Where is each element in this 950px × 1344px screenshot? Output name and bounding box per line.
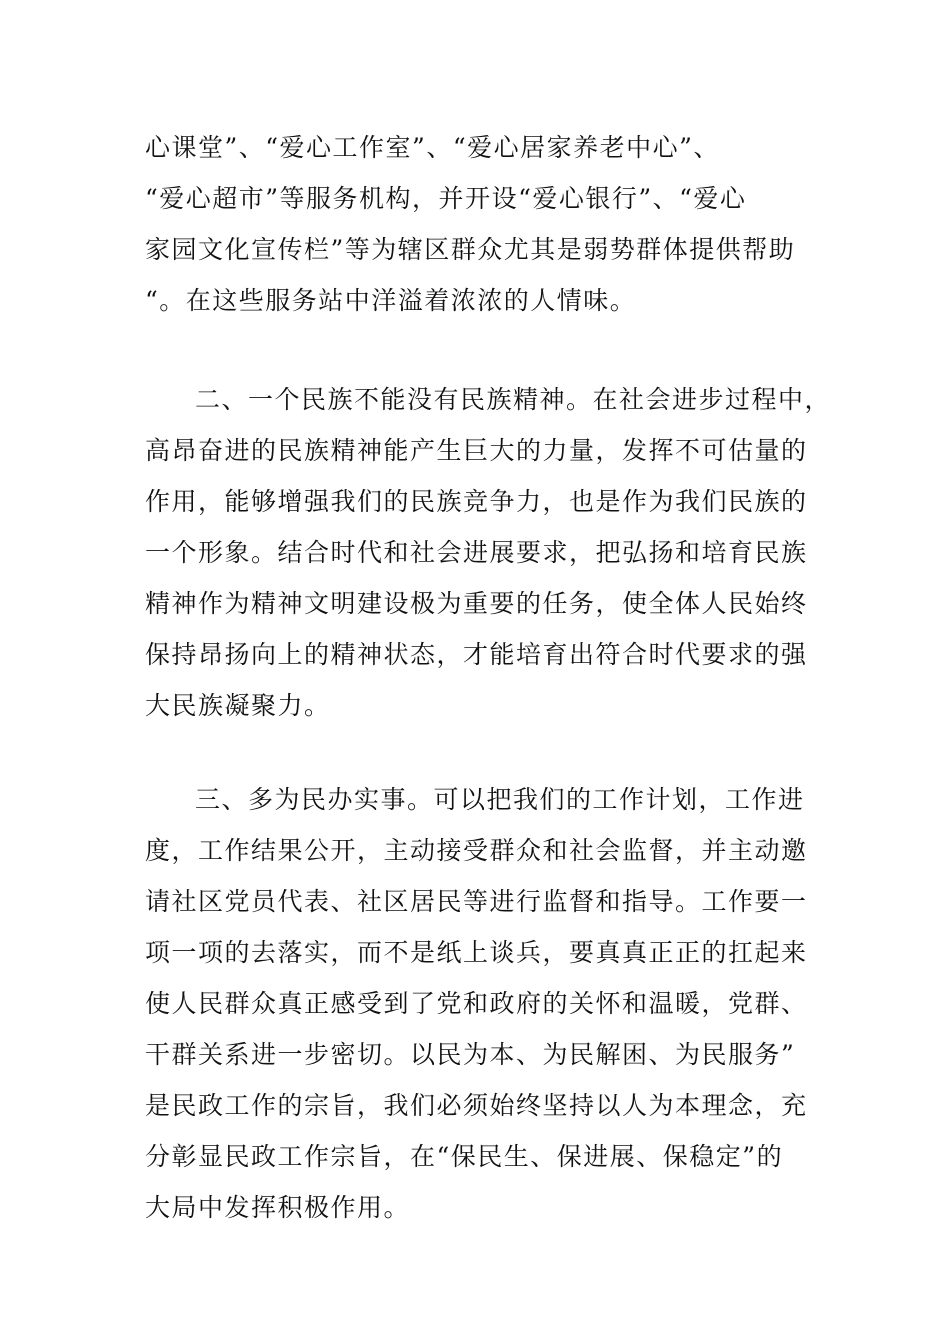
paragraph-3-line-6: 干群关系进一步密切。以民为本、为民解困、为民服务” xyxy=(145,1040,796,1069)
paragraph-2-line-6: 保持昂扬向上的精神状态，才能培育出符合时代要求的强 xyxy=(145,640,808,669)
paragraph-3-line-4: 项一项的去落实，而不是纸上谈兵，要真真正正的扛起来 xyxy=(145,938,808,967)
paragraph-1-line-2: “爱心超市”等服务机构，并开设“爱心银行”、“爱心 xyxy=(145,184,747,213)
paragraph-3-line-3: 请社区党员代表、社区居民等进行监督和指导。工作要一 xyxy=(145,887,808,916)
paragraph-2-line-2: 高昂奋进的民族精神能产生巨大的力量，发挥不可估量的 xyxy=(145,436,808,465)
paragraph-2-line-3: 作用，能够增强我们的民族竞争力，也是作为我们民族的 xyxy=(145,487,808,516)
paragraph-2-line-1: 二、一个民族不能没有民族精神。在社会进步过程中， xyxy=(195,385,832,414)
paragraph-2-line-5: 精神作为精神文明建设极为重要的任务，使全体人民始终 xyxy=(145,589,808,618)
paragraph-3-line-1: 三、多为民办实事。可以把我们的工作计划，工作进 xyxy=(195,785,805,814)
paragraph-1-line-4: “。在这些服务站中洋溢着浓浓的人情味。 xyxy=(145,286,637,315)
paragraph-3-line-8: 分彰显民政工作宗旨，在“保民生、保进展、保稳定”的 xyxy=(145,1142,784,1171)
paragraph-3-line-5: 使人民群众真正感受到了党和政府的关怀和温暖，党群、 xyxy=(145,989,808,1018)
paragraph-2-line-4: 一个形象。结合时代和社会进展要求，把弘扬和培育民族 xyxy=(145,538,808,567)
paragraph-3-line-9: 大局中发挥积极作用。 xyxy=(145,1193,411,1222)
paragraph-3-line-2: 度，工作结果公开，主动接受群众和社会监督，并主动邀 xyxy=(145,836,808,865)
paragraph-2-line-7: 大民族凝聚力。 xyxy=(145,691,331,720)
paragraph-3-line-7: 是民政工作的宗旨，我们必须始终坚持以人为本理念，充 xyxy=(145,1091,808,1120)
paragraph-1-line-1: 心课堂”、“爱心工作室”、“爱心居家养老中心”、 xyxy=(145,133,720,162)
paragraph-1-line-3: 家园文化宣传栏”等为辖区群众尤其是弱势群体提供帮助 xyxy=(145,235,796,264)
